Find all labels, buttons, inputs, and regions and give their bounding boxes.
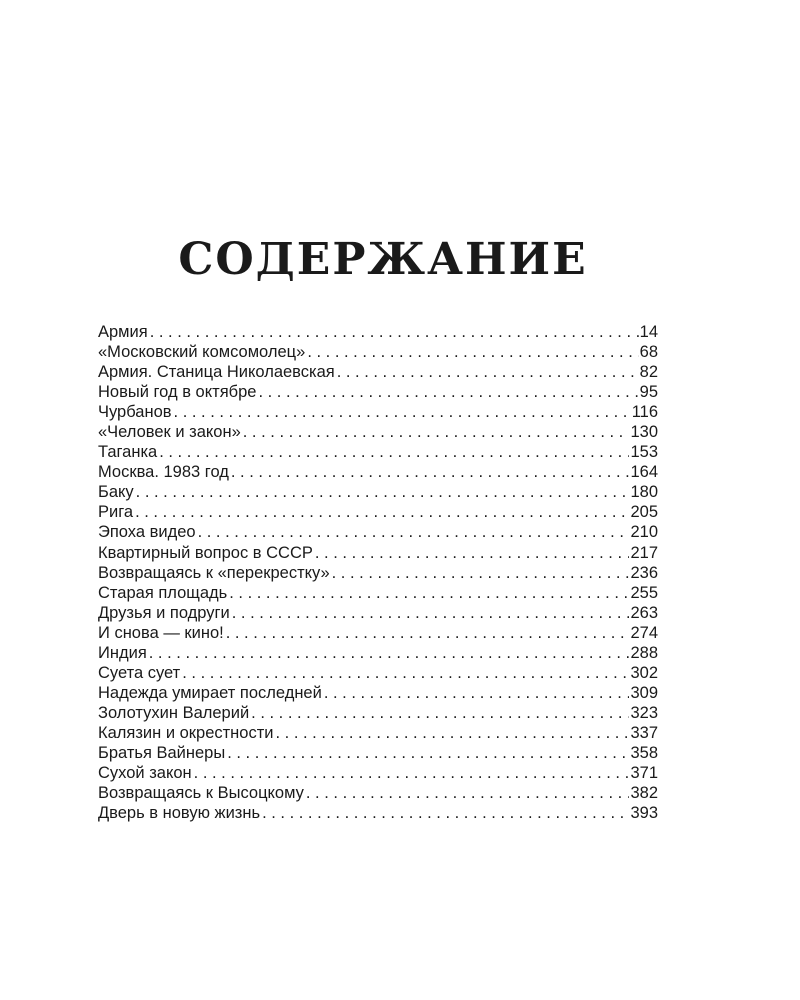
toc-entry	[98, 603, 658, 623]
toc-leader-dots	[135, 502, 629, 522]
toc-entry-page-number: 164	[630, 463, 658, 482]
toc-entry	[98, 502, 658, 522]
toc-entry	[98, 342, 658, 362]
toc-leader-dots	[243, 422, 630, 442]
toc-entry-page-number: 68	[639, 343, 658, 362]
toc-leader-dots	[227, 743, 629, 763]
toc-entry-title: Рига	[98, 503, 134, 522]
toc-leader-dots	[136, 482, 630, 502]
toc-entry-title: И снова — кино!	[98, 623, 224, 642]
toc-entry-page-number: 337	[630, 723, 658, 742]
toc-leader-dots	[182, 663, 629, 683]
toc-entry-page-number: 288	[630, 643, 658, 662]
toc-entry	[98, 482, 658, 502]
toc-entry-page-number: 274	[630, 623, 658, 642]
toc-leader-dots	[174, 402, 631, 422]
toc-entry	[98, 563, 658, 583]
toc-entry-title: «Московский комсомолец»	[98, 343, 306, 362]
toc-leader-dots	[149, 643, 630, 663]
toc-entry-page-number: 205	[630, 503, 658, 522]
toc-leader-dots	[337, 362, 639, 382]
toc-entry-title: Надежда умирает последней	[98, 683, 322, 702]
toc-entry	[98, 382, 658, 402]
toc-entry-title: Индия	[98, 643, 147, 662]
toc-entry-title: Новый год в октябре	[98, 383, 257, 402]
toc-entry-page-number: 180	[630, 483, 658, 502]
page-title: СОДЕРЖАНИЕ	[178, 234, 588, 285]
toc-leader-dots	[194, 763, 630, 783]
toc-entry	[98, 643, 658, 663]
toc-leader-dots	[258, 382, 638, 402]
toc-entry	[98, 322, 658, 342]
toc-leader-dots	[307, 342, 638, 362]
toc-entry-title: Квартирный вопрос в СССР	[98, 543, 313, 562]
toc-entry-title: Сухой закон	[98, 764, 192, 783]
toc-entry-title: Чурбанов	[98, 403, 172, 422]
toc-leader-dots	[251, 703, 629, 723]
toc-entry-page-number: 116	[631, 403, 658, 422]
toc-entry-title: Братья Вайнеры	[98, 743, 226, 762]
toc-entry	[98, 462, 658, 482]
toc-entry-page-number: 309	[630, 683, 658, 702]
toc-leader-dots	[229, 583, 629, 603]
toc-entry-title: Суета сует	[98, 663, 181, 682]
toc-leader-dots	[150, 322, 639, 342]
toc-entry-page-number: 302	[630, 663, 658, 682]
toc-entry-title: Возвращаясь к «перекрестку»	[98, 563, 330, 582]
toc-entry	[98, 583, 658, 603]
toc-entry-title: Калязин и окрестности	[98, 723, 274, 742]
toc-entry-title: Баку	[98, 483, 134, 502]
toc-entry	[98, 803, 658, 823]
toc-entry-page-number: 263	[630, 603, 658, 622]
toc-leader-dots	[226, 623, 630, 643]
table-of-contents	[98, 322, 658, 823]
toc-entry	[98, 723, 658, 743]
toc-leader-dots	[231, 462, 630, 482]
toc-entry	[98, 362, 658, 382]
toc-entry	[98, 743, 658, 763]
toc-leader-dots	[159, 442, 629, 462]
toc-leader-dots	[262, 803, 629, 823]
toc-leader-dots	[315, 543, 630, 563]
toc-entry-title: Армия. Станица Николаевская	[98, 363, 335, 382]
toc-entry-title: Армия	[98, 323, 148, 341]
toc-entry-title: Дверь в новую жизнь	[98, 804, 261, 823]
toc-entry	[98, 442, 658, 462]
toc-entry-title: Эпоха видео	[98, 523, 196, 542]
toc-leader-dots	[324, 683, 630, 703]
toc-entry-title: Таганка	[98, 443, 158, 462]
toc-entry-page-number: 14	[639, 323, 658, 341]
toc-entry-title: Золотухин Валерий	[98, 703, 250, 722]
toc-leader-dots	[306, 783, 630, 803]
toc-entry-page-number: 323	[630, 703, 658, 722]
toc-entry-title: Старая площадь	[98, 583, 228, 602]
toc-entry	[98, 543, 658, 563]
toc-entry-page-number: 130	[630, 423, 658, 442]
toc-entry	[98, 763, 658, 783]
toc-entry-page-number: 382	[630, 784, 658, 803]
toc-entry-title: Возвращаясь к Высоцкому	[98, 784, 304, 803]
toc-entry	[98, 703, 658, 723]
toc-entry	[98, 402, 658, 422]
toc-entry-page-number: 358	[630, 743, 658, 762]
toc-entry-title: Друзья и подруги	[98, 603, 230, 622]
toc-entry	[98, 623, 658, 643]
toc-entry-title: Москва. 1983 год	[98, 463, 229, 482]
toc-entry-page-number: 82	[639, 363, 658, 382]
toc-entry-page-number: 210	[630, 523, 658, 542]
toc-entry	[98, 683, 658, 703]
toc-entry-page-number: 153	[630, 443, 658, 462]
toc-leader-dots	[332, 563, 630, 583]
toc-leader-dots	[232, 603, 630, 623]
toc-entry-page-number: 236	[630, 563, 658, 582]
toc-entry-title: «Человек и закон»	[98, 423, 241, 442]
toc-entry-page-number: 217	[630, 543, 658, 562]
toc-entry	[98, 522, 658, 542]
toc-entry-page-number: 95	[639, 383, 658, 402]
toc-entry-page-number: 255	[630, 583, 658, 602]
toc-entry-page-number: 393	[630, 804, 658, 823]
toc-leader-dots	[276, 723, 630, 743]
toc-leader-dots	[198, 522, 630, 542]
toc-entry	[98, 422, 658, 442]
toc-entry-page-number: 371	[630, 764, 658, 783]
toc-entry	[98, 783, 658, 803]
toc-entry	[98, 663, 658, 683]
